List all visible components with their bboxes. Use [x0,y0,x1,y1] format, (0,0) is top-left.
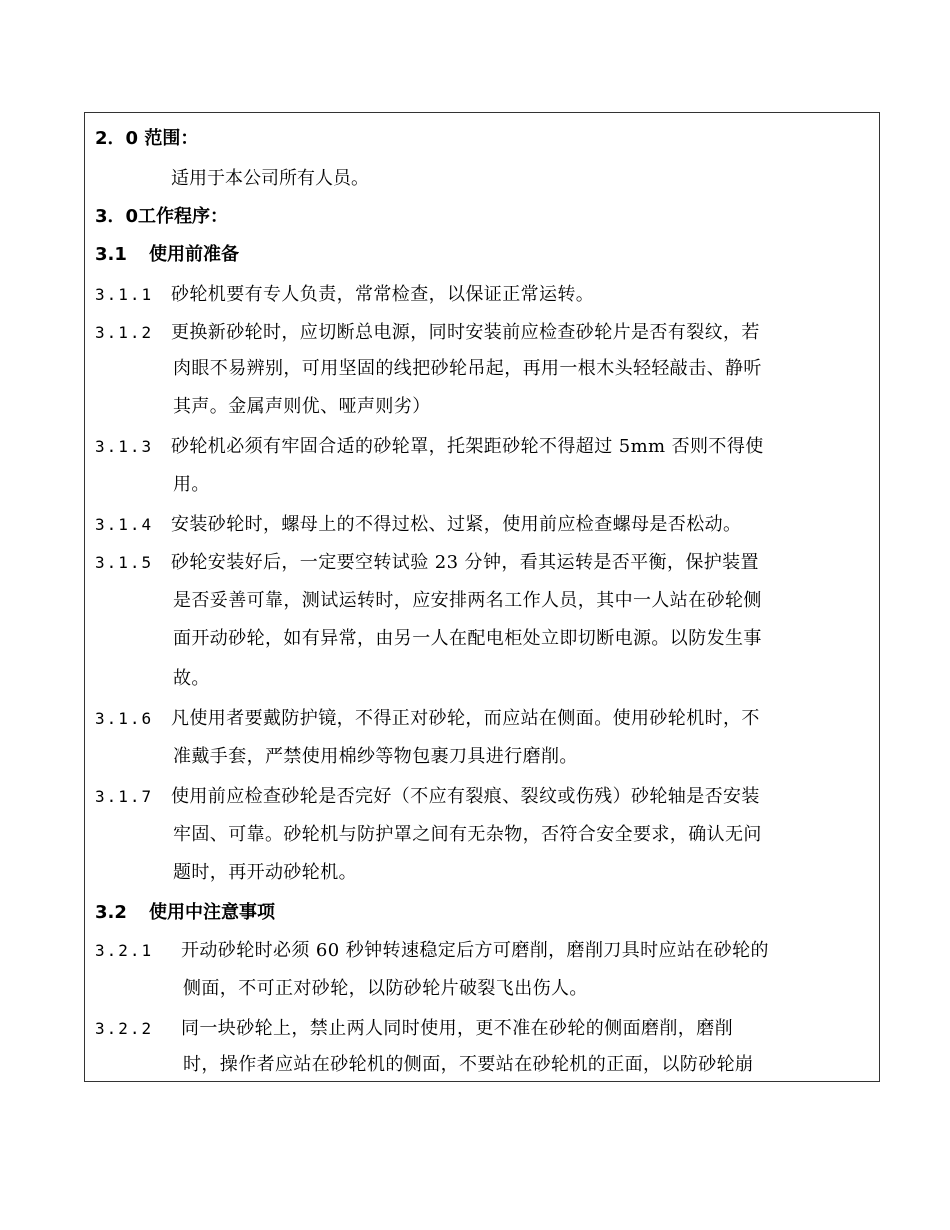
item-text: 更换新砂轮时，应切断总电源，同时安装前应检查砂轮片是否有裂纹，若 [171,322,760,343]
item-text: 凡使用者要戴防护镜，不得正对砂轮，而应站在侧面。使用砂轮机时，不 [171,708,760,729]
item-text: 砂轮机必须有牢固合适的砂轮罩，托架距砂轮不得超过 5mm 否则不得使 [171,436,764,457]
item-text: 侧面，不可正对砂轮，以防砂轮片破裂飞出伤人。 [183,978,588,999]
item-number: 3.1.1 [95,285,154,304]
item-text: 开动砂轮时必须 60 秒钟转速稳定后方可磨削，磨削刀具时应站在砂轮的 [181,940,769,961]
item-text: 其声。金属声则优、哑声则劣） [173,396,431,417]
item-text: 准戴手套，严禁使用棉纱等物包裹刀具进行磨削。 [173,746,578,767]
item-number: 3.1.2 [95,323,154,342]
item-number: 3.2.1 [95,941,154,960]
item-text: 面开动砂轮，如有异常，由另一人在配电柜处立即切断电源。以防发生事 [173,628,762,649]
item-number: 3.1.4 [95,515,154,534]
item-text: 牢固、可靠。砂轮机与防护罩之间有无杂物，否符合安全要求，确认无问 [173,824,762,845]
item-text: 时，操作者应站在砂轮机的侧面，不要站在砂轮机的正面，以防砂轮崩 [183,1054,754,1075]
scope-text: 适用于本公司所有人员。 [171,168,369,189]
section-3-1-number: 3.1 [95,244,127,265]
item-text: 用。 [173,474,210,495]
item-text: 砂轮机要有专人负责，常常检查，以保证正常运转。 [171,284,595,305]
item-number: 3.1.5 [95,553,154,572]
procedure-heading: 3．0工作程序： [95,206,229,227]
section-3-2-number: 3.2 [95,902,127,923]
item-text: 砂轮安装好后，一定要空转试验 23 分钟，看其运转是否平衡，保护装置 [171,552,759,573]
section-3-2-title: 使用中注意事项 [149,902,275,923]
item-number: 3.1.7 [95,787,154,806]
item-text: 故。 [173,668,210,689]
item-text: 使用前应检查砂轮是否完好（不应有裂痕、裂纹或伤残）砂轮轴是否安装 [171,786,760,807]
item-text: 安装砂轮时，螺母上的不得过松、过紧，使用前应检查螺母是否松动。 [171,514,742,535]
item-number: 3.1.6 [95,709,154,728]
item-number: 3.2.2 [95,1019,154,1038]
item-text: 是否妥善可靠，测试运转时，应安排两名工作人员，其中一人站在砂轮侧 [173,590,762,611]
item-text: 同一块砂轮上，禁止两人同时使用，更不准在砂轮的侧面磨削，磨削 [181,1018,733,1039]
item-text: 肉眼不易辨别，可用坚固的线把砂轮吊起，再用一根木头轻轻敲击、静听 [173,358,762,379]
item-number: 3.1.3 [95,437,154,456]
document-frame [84,112,880,1082]
section-3-1-title: 使用前准备 [149,244,239,265]
item-text: 题时，再开动砂轮机。 [173,862,357,883]
scope-heading: 2．0 范围： [95,128,199,149]
